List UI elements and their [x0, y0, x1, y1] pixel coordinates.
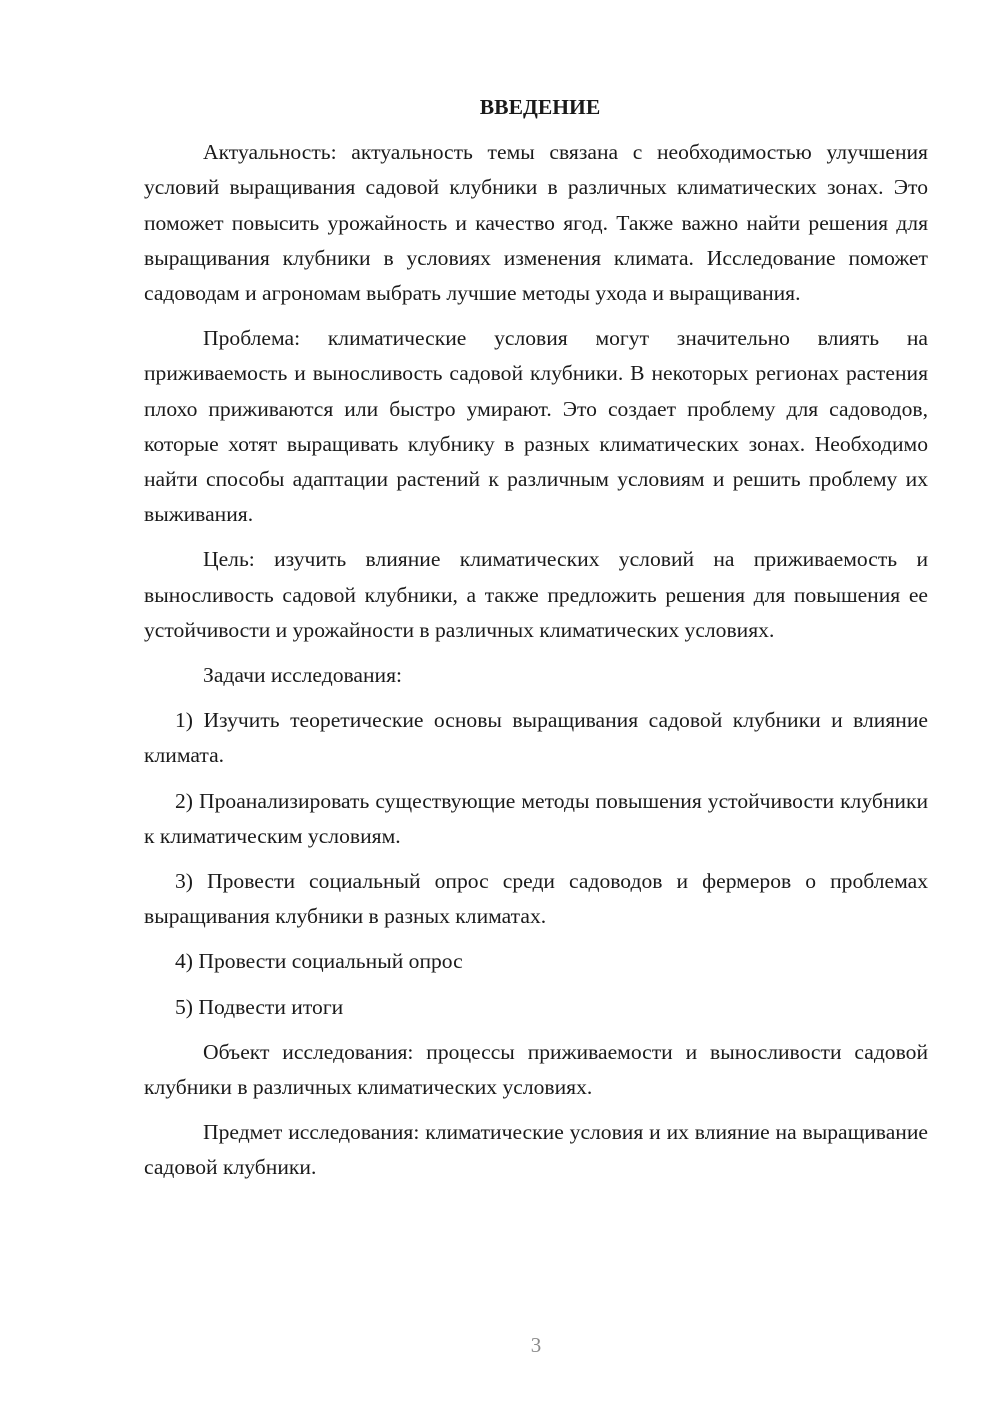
- paragraph-problem: Проблема: климатические условия могут значительно влиять на приживаемость и выносливость садовой клубники. В некоторых регионах растения плохо приживаются или быстро умирают. Это создает проблему для садоводов, которые хотят выращивать клубнику в разных климатических зонах. Необходимо найти способы адаптации растений к различным условиям и решить проблему их выживания.: [144, 326, 928, 527]
- section-title: ВВЕДЕНИЕ: [479, 95, 601, 119]
- tasks-heading: Задачи исследования:: [203, 663, 403, 688]
- task-item-2: 2) Проанализировать существующие методы повышения устойчивости клубники к климатическим условиям.: [144, 788, 928, 848]
- paragraph-subject: Предмет исследования: климатические условия и их влияние на выращивание садовой клубники.: [144, 1120, 928, 1180]
- task-item-5: 5) Подвести итоги: [175, 994, 344, 1019]
- task-item-1: 1) Изучить теоретические основы выращивания садовой клубники и влияние климата.: [144, 708, 928, 768]
- task-item-4: 4) Провести социальный опрос: [175, 949, 463, 974]
- paragraph-goal: Цель: изучить влияние климатических условий на приживаемость и выносливость садовой клубники, а также предложить решения для повышения ее устойчивости и урожайности в различных климатических условиях.: [144, 547, 928, 642]
- task-item-3: 3) Провести социальный опрос среди садоводов и фермеров о проблемах выращивания клубники в разных климатах.: [144, 869, 928, 929]
- page-content: [144, 90, 928, 1196]
- page-number: 3: [530, 1333, 542, 1357]
- paragraph-relevance: Актуальность: актуальность темы связана с необходимостью улучшения условий выращивания садовой клубники в различных климатических зонах. Это поможет повысить урожайность и качество ягод. Также важно найти решения для выращивания клубники в условиях изменения климата. Исследование поможет садоводам и агрономам выбрать лучшие методы ухода и выращивания.: [144, 140, 928, 306]
- paragraph-object: Объект исследования: процессы приживаемости и выносливости садовой клубники в различных климатических условиях.: [144, 1039, 928, 1100]
